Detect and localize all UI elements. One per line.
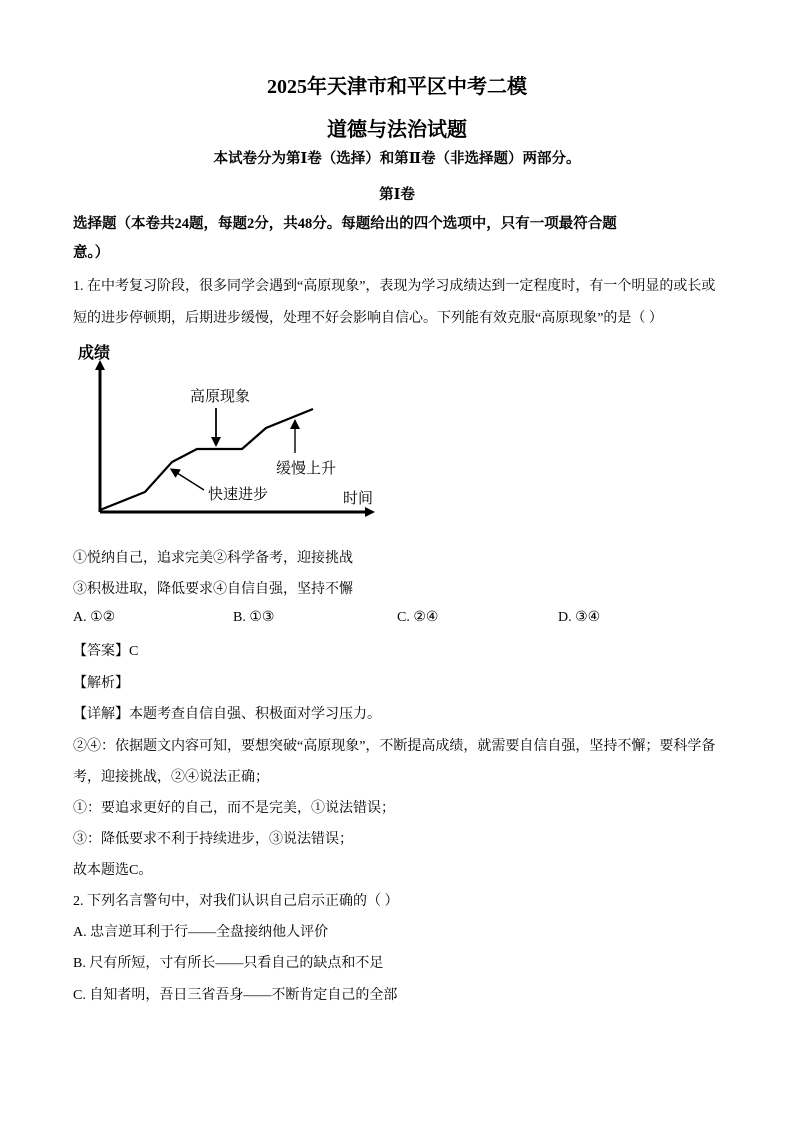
q2-option-b: B. 尺有所短，寸有所长——只看自己的缺点和不足 [73, 956, 384, 971]
q1-explanation-line3: ①：要追求更好的自己，而不是完美，①说法错误； [73, 801, 395, 816]
exam-note: 本试卷分为第Ⅰ卷（选择）和第Ⅱ卷（非选择题）两部分。 [213, 151, 581, 167]
q1-analysis-heading: 【解析】 [73, 676, 129, 691]
q1-items-line1: ①悦纳自己，追求完美②科学备考，迎接挑战 [73, 551, 353, 566]
exam-subject: 道德与法治试题 [327, 119, 467, 141]
q1-option-b: B. ①③ [233, 610, 275, 625]
q1-stem-line2: 短的进步停顿期，后期进步缓慢，处理不好会影响自信心。下列能有效克服“高原现象”的是（ ） [73, 311, 663, 326]
q1-answer: 【答案】C [73, 644, 139, 659]
volume-heading: 第Ⅰ卷 [379, 187, 415, 203]
exam-title: 2025年天津市和平区中考二模 [267, 76, 527, 98]
section-instructions-line1: 选择题（本卷共24题，每题2分，共48分。每题给出的四个选项中，只有一项最符合题 [73, 216, 617, 232]
q2-option-c: C. 自知者明，吾日三省吾身——不断肯定自己的全部 [73, 988, 398, 1003]
q1-stem-line1: 1. 在中考复习阶段，很多同学会遇到“高原现象”，表现为学习成绩达到一定程度时，有一个明显的或长或 [73, 279, 716, 294]
q1-detail: 【详解】本题考查自信自强、积极面对学习压力。 [73, 707, 381, 722]
q1-conclusion: 故本题选C。 [73, 863, 153, 878]
q1-option-a: A. ①② [73, 610, 116, 625]
q2-stem: 2. 下列名言警句中，对我们认识自己启示正确的（ ） [73, 894, 399, 909]
plateau-label: 高原现象 [190, 387, 251, 405]
section-instructions-line2: 意。） [73, 245, 110, 261]
q1-items-line2: ③积极进取，降低要求④自信自强，坚持不懈 [73, 582, 353, 597]
q1-explanation-line4: ③：降低要求不利于持续进步，③说法错误； [73, 832, 353, 847]
y-axis-label: 成绩 [78, 343, 111, 362]
q1-option-c: C. ②④ [397, 610, 439, 625]
plateau-chart [70, 340, 390, 530]
x-axis-label: 时间 [343, 489, 374, 507]
slow-rise-label: 缓慢上升 [276, 459, 337, 477]
q1-explanation-line1: ②④：依据题文内容可知，要想突破“高原现象”，不断提高成绩，就需要自信自强，坚持不懈；要科学备 [73, 739, 716, 754]
q2-option-a: A. 忠言逆耳利于行——全盘接纳他人评价 [73, 925, 329, 940]
fast-progress-label: 快速进步 [208, 485, 269, 503]
fast-progress-arrow [174, 471, 204, 490]
q1-option-d: D. ③④ [558, 610, 601, 625]
q1-explanation-line2: 考，迎接挑战，②④说法正确； [73, 770, 269, 785]
